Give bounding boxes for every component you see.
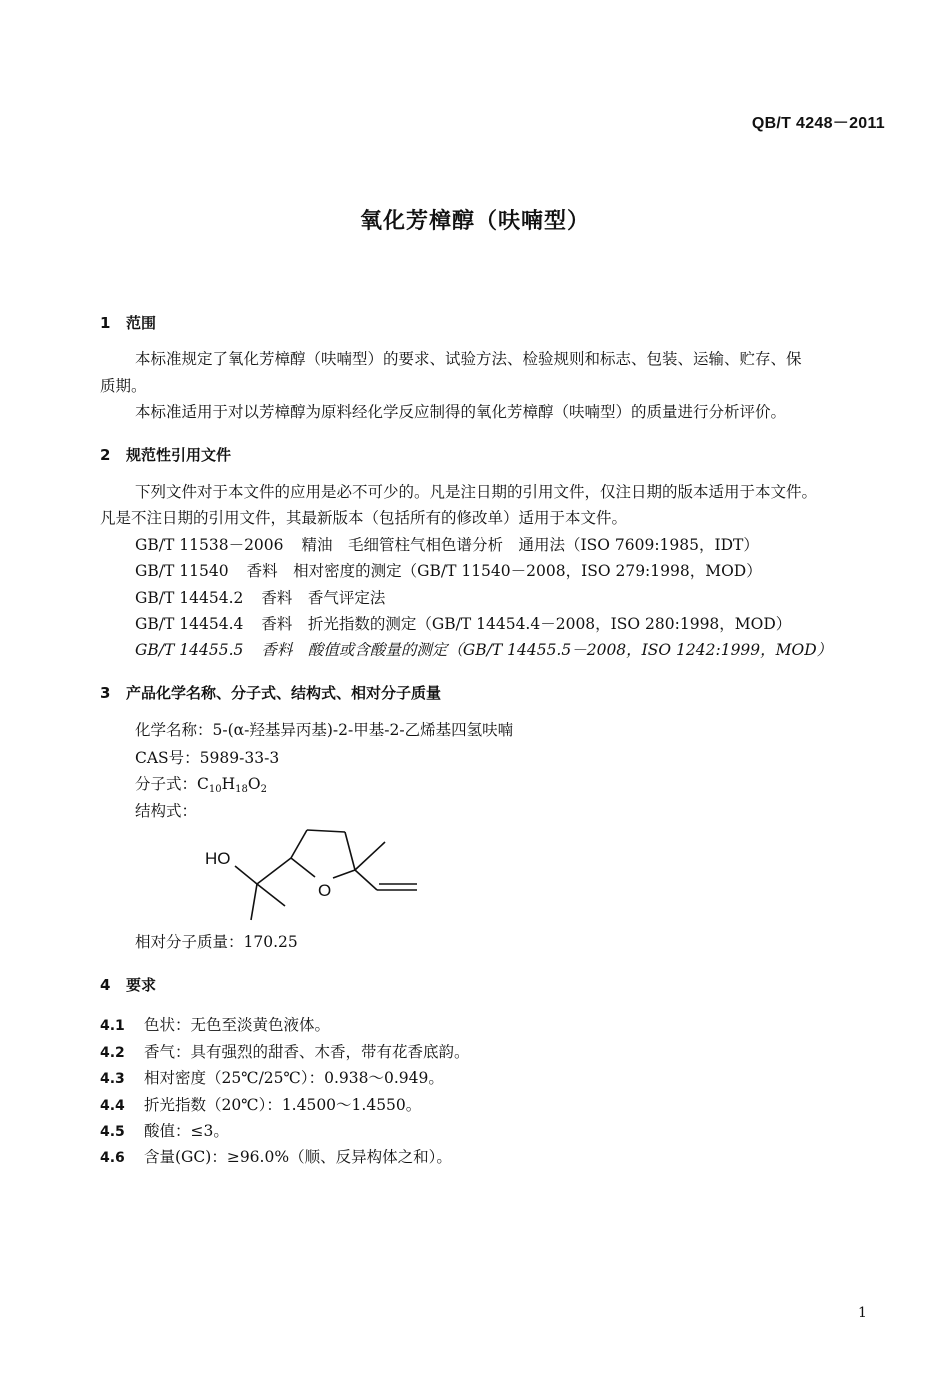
reference-item: [135, 535, 759, 555]
formula-subscript: 18: [235, 784, 248, 795]
reference-code: GB/T 14454.4: [135, 615, 244, 633]
requirement-item: [100, 1066, 444, 1088]
molecular-formula: [135, 774, 267, 800]
reference-text: 香料 相对密度的测定（GB/T 11540－2008，ISO 279:1998，MOD）: [246, 562, 762, 580]
formula-element: O: [247, 775, 261, 793]
section-number: 4: [100, 976, 111, 994]
reference-text: 香料 香气评定法: [261, 589, 386, 607]
reference-text: 香料 酸值或含酸量的测定（GB/T 14455.5－2008，ISO 1242:1999，MOD）: [261, 641, 833, 659]
formula-subscript: 2: [260, 784, 267, 795]
reference-code: GB/T 14454.2: [135, 589, 244, 607]
reference-text: 香料 折光指数的测定（GB/T 14454.4－2008，ISO 280:1998，MOD）: [261, 615, 792, 633]
requirement-number: 4.5: [100, 1124, 125, 1140]
standard-code: QB/T 4248－2011: [751, 115, 885, 132]
requirement-item: [100, 1093, 421, 1115]
requirement-item: [100, 1040, 470, 1062]
section-title: 范围: [126, 314, 157, 332]
requirement-item: [100, 1145, 452, 1167]
formula-element: H: [221, 775, 236, 793]
section-title: 要求: [126, 976, 157, 994]
reference-item: [135, 640, 832, 660]
formula-label: 分子式：: [135, 775, 198, 793]
bond: [355, 842, 385, 870]
section-4-heading: [100, 974, 156, 995]
bond: [307, 830, 345, 832]
requirement-text: 折光指数（20℃）：1.4500～1.4550。: [144, 1096, 422, 1114]
bond: [251, 884, 257, 920]
requirement-number: 4.6: [100, 1150, 125, 1166]
reference-item: [135, 588, 385, 608]
formula-element: C: [197, 775, 209, 793]
section-2-heading: [100, 444, 231, 465]
paragraph: 本标准规定了氧化芳樟醇（呋喃型）的要求、试验方法、检验规则和标志、包装、运输、贮存、保: [135, 350, 802, 368]
paragraph: 本标准适用于对以芳樟醇为原料经化学反应制得的氧化芳樟醇（呋喃型）的质量进行分析评价。: [135, 403, 787, 421]
section-3-heading: [100, 682, 441, 703]
page-number: 1: [858, 1305, 867, 1321]
bond: [257, 858, 291, 884]
reference-code: GB/T 14455.5: [135, 641, 244, 659]
reference-code: GB/T 11540: [135, 562, 229, 580]
requirement-item: [100, 1013, 330, 1035]
hydroxyl-label: HO: [205, 849, 231, 868]
document-title: 氧化芳樟醇（呋喃型）: [359, 209, 590, 234]
formula-subscript: 10: [208, 784, 222, 795]
requirement-text: 香气：具有强烈的甜香、木香，带有花香底韵。: [144, 1043, 470, 1061]
requirement-number: 4.3: [100, 1071, 125, 1087]
molecular-mass: 相对分子质量：170.25: [135, 933, 298, 951]
paragraph-continuation: 凡是不注日期的引用文件，其最新版本（包括所有的修改单）适用于本文件。: [100, 509, 628, 527]
requirement-text: 含量(GC)：≥96.0%（顺、反异构体之和）。: [144, 1148, 452, 1166]
requirement-number: 4.4: [100, 1098, 125, 1114]
structure-label: 结构式：: [135, 802, 198, 820]
bond: [355, 870, 377, 890]
oxygen-label: O: [318, 881, 332, 900]
reference-text: 精油 毛细管柱气相色谱分析 通用法（ISO 7609:1985，IDT）: [301, 536, 759, 554]
requirement-number: 4.1: [100, 1018, 125, 1034]
chemical-name: 化学名称：5-(α-羟基异丙基)-2-甲基-2-乙烯基四氢呋喃: [135, 721, 514, 739]
bond: [345, 832, 355, 870]
requirement-text: 酸值：≤3。: [144, 1122, 229, 1140]
bond: [235, 866, 257, 884]
section-number: 3: [100, 684, 111, 702]
requirement-text: 色状：无色至淡黄色液体。: [144, 1016, 331, 1034]
bond: [333, 870, 355, 878]
bond: [291, 858, 315, 877]
paragraph-continuation: 质期。: [100, 377, 147, 395]
section-number: 1: [100, 314, 111, 332]
reference-item: [135, 614, 791, 634]
bond: [291, 830, 307, 858]
requirement-text: 相对密度（25℃/25℃）：0.938～0.949。: [144, 1069, 444, 1087]
reference-code: GB/T 11538－2006: [135, 536, 284, 554]
section-title: 规范性引用文件: [126, 446, 232, 464]
section-1-heading: [100, 312, 156, 333]
section-number: 2: [100, 446, 111, 464]
structural-formula: [195, 820, 435, 925]
section-title: 产品化学名称、分子式、结构式、相对分子质量: [126, 684, 442, 702]
requirement-number: 4.2: [100, 1045, 125, 1061]
reference-item: [135, 561, 762, 581]
requirement-item: [100, 1119, 229, 1141]
paragraph: 下列文件对于本文件的应用是必不可少的。凡是注日期的引用文件，仅注日期的版本适用于本文件。: [135, 483, 818, 501]
cas-number: CAS号：5989-33-3: [135, 749, 280, 767]
bond: [257, 884, 285, 906]
